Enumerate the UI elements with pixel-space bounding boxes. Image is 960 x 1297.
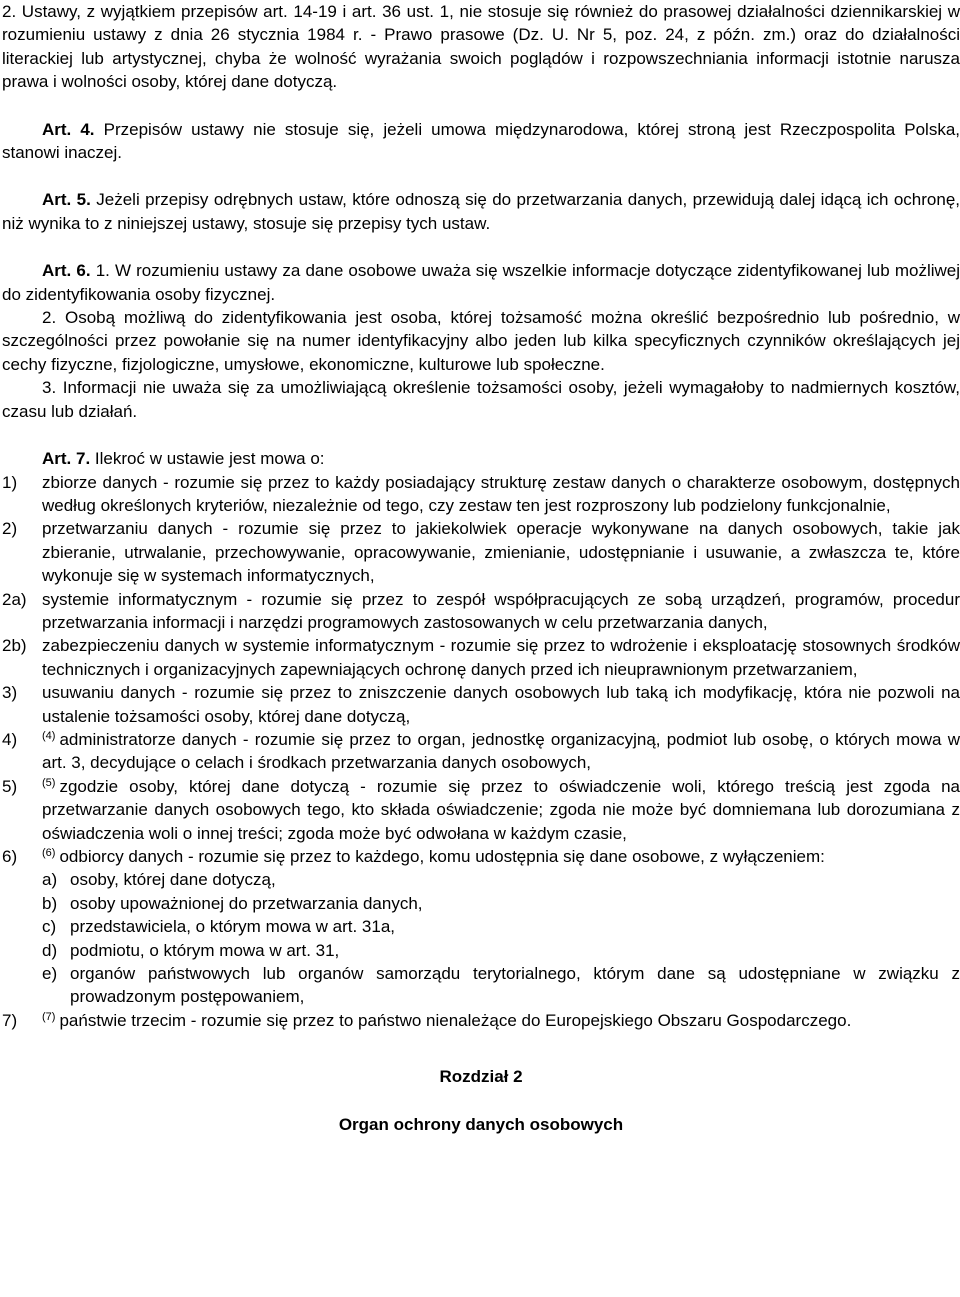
- list-item-number: 6): [2, 847, 18, 866]
- article-5-label: Art. 5.: [42, 190, 91, 210]
- list-item-body: zgodzie osoby, której dane dotyczą - rozumie się przez to oświadczenie woli, którego treścią jest zgoda na przetwarzanie danych osobowych tego, kto składa oświadczenie; zgoda nie może być domniemana lub dorozumiana z oświadczenia woli o innej treści; zgoda może być odwołana w każdym czasie,: [42, 776, 960, 843]
- footnote-marker: (7): [42, 1010, 56, 1023]
- list-item-number: 5): [2, 776, 18, 796]
- chapter-number: Rozdział 2: [439, 1067, 523, 1087]
- list-item-text: systemie informatycznym - rozumie się przez to zespół współpracujących ze sobą urządzeń, programów, procedur przetwarzania informacji i narzędzi programowych zastosowanych w celu przetwarzania danych,: [42, 589, 960, 632]
- list-item: [2, 775, 960, 845]
- list-item: [2, 471, 960, 518]
- list-item: [2, 517, 960, 587]
- article-4: [2, 118, 960, 165]
- list-item-text: [42, 775, 960, 845]
- sub-list-item: [42, 939, 960, 962]
- list-item-body: administratorze danych - rozumie się przez to organ, jednostkę organizacyjną, podmiot lub osobę, o których mowa w art. 3, decydujące o celach i środkach przetwarzania danych osobowych,: [42, 729, 960, 773]
- list-item-body: państwie trzecim - rozumie się przez to państwo nienależące do Europejskiego Obszaru Gospodarczego.: [59, 1010, 852, 1030]
- list-item-number: 3): [2, 683, 18, 703]
- article-4-text: Przepisów ustawy nie stosuje się, jeżeli umowa międzynarodowa, której stroną jest Rzeczpospolita Polska, stanowi inaczej.: [2, 119, 960, 163]
- sub-list-item: [42, 915, 960, 938]
- list-item-text: [42, 845, 960, 868]
- list-item-body: odbiorcy danych - rozumie się przez to każdego, komu udostępnia się dane osobowe, z wyłączeniem:: [59, 847, 825, 866]
- sub-list-item-text: organów państwowych lub organów samorządu terytorialnego, którym dane są udostępniane w związku z prowadzonym postępowaniem,: [70, 964, 960, 1007]
- sub-list-item-text: przedstawiciela, o którym mowa w art. 31a,: [70, 917, 396, 937]
- list-item-text: zbiorze danych - rozumie się przez to każdy posiadający strukturę zestaw danych o charakterze osobowym, dostępnych według określonych kryteriów, niezależnie od tego, czy zestaw ten jest rozproszony lub podzielony funkcjonalnie,: [42, 472, 960, 515]
- article-6-paragraph-3: 3. Informacji nie uważa się za umożliwiającą określenie tożsamości osoby, jeżeli wymagałoby to nadmiernych kosztów, czasu lub działań.: [2, 378, 960, 421]
- article-7-label: Art. 7.: [42, 449, 91, 469]
- list-item-number: 1): [2, 472, 18, 492]
- article-6-p1-text: 1. W rozumieniu ustawy za dane osobowe uważa się wszelkie informacje dotyczące zidentyfikowanej lub możliwej do zidentyfikowania osoby fizycznej.: [2, 261, 960, 304]
- list-item-number: 2): [2, 519, 18, 539]
- list-item-text: usuwaniu danych - rozumie się przez to zniszczenie danych osobowych lub taką ich modyfikację, która nie pozwoli na ustalenie tożsamości osoby, której dane dotyczą,: [42, 683, 960, 726]
- sub-list-item-letter: c): [42, 917, 57, 937]
- footnote-marker: (4): [42, 729, 56, 742]
- sub-list-item: [42, 962, 960, 1009]
- list-item-number: 2a): [2, 589, 27, 609]
- sub-list-item: [42, 868, 960, 891]
- article-4-label: Art. 4.: [42, 119, 95, 139]
- list-item-number: 7): [2, 1010, 18, 1030]
- list-item: [2, 1009, 960, 1032]
- sub-list-item-letter: d): [42, 940, 58, 960]
- list-item-number: 2b): [2, 636, 27, 656]
- list-item: [2, 681, 960, 728]
- chapter-title: Organ ochrony danych osobowych: [338, 1114, 624, 1134]
- article-5-text: Jeżeli przepisy odrębnych ustaw, które odnoszą się do przetwarzania danych, przewidują dalej idącą ich ochronę, niż wynika to z niniejszej ustawy, stosuje się przepisy tych ustaw.: [2, 190, 960, 233]
- list-item: [2, 588, 960, 635]
- article-5: [2, 188, 960, 235]
- sub-list-item-text: osoby, której dane dotyczą,: [70, 870, 276, 890]
- sub-list-item: [42, 892, 960, 915]
- paragraph-art3-2: 2. Ustawy, z wyjątkiem przepisów art. 14-19 i art. 36 ust. 1, nie stosuje się również do prasowej działalności dziennikarskiej w rozumieniu ustawy z dnia 26 stycznia 1984 r. - Prawo prasowe (Dz. U. Nr 5, poz. 24, z późn. zm.) oraz do działalności literackiej lub artystycznej, chyba że wolność wyrażania swoich poglądów i rozpowszechniania informacji istotnie narusza prawa i wolności osoby, której dane dotyczą.: [2, 2, 960, 92]
- list-item-text: przetwarzaniu danych - rozumie się przez to jakiekolwiek operacje wykonywane na danych osobowych, takie jak zbieranie, utrwalanie, przechowywanie, opracowywanie, zmienianie, udostępnianie i usuwanie, a zwłaszcza te, które wykonuje się w systemach informatycznych,: [42, 519, 960, 586]
- article-6-paragraph-2: 2. Osobą możliwą do zidentyfikowania jest osoba, której tożsamość można określić bezpośrednio lub pośrednio, w szczególności przez powołanie się na numer identyfikacyjny albo jeden lub kilka specyficznych czynników określających jej cechy fizyczne, fizjologiczne, umysłowe, ekonomiczne, kulturowe lub społeczne.: [2, 308, 960, 374]
- sub-list-item-letter: b): [42, 893, 58, 913]
- sub-list-item-letter: e): [42, 964, 58, 984]
- sub-list-item-letter: a): [42, 870, 58, 890]
- list-item-text: [42, 1009, 960, 1032]
- footnote-marker: (6): [42, 847, 56, 859]
- footnote-marker: (5): [42, 776, 56, 789]
- list-item-text: [42, 728, 960, 775]
- article-6-label: Art. 6.: [42, 261, 91, 281]
- list-item-text: zabezpieczeniu danych w systemie informatycznym - rozumie się przez to wdrożenie i eksploatację stosownych środków technicznych i organizacyjnych zapewniających ochronę danych przed ich nieuprawnionym przetwarzaniem,: [42, 636, 960, 679]
- article-7-intro: [2, 447, 960, 470]
- article-6-paragraph-1: [2, 259, 960, 306]
- sub-list-item-text: osoby upoważnionej do przetwarzania danych,: [70, 893, 423, 913]
- list-item: [2, 845, 960, 868]
- list-item-number: 4): [2, 729, 18, 749]
- list-item: [2, 728, 960, 775]
- list-item: [2, 634, 960, 681]
- article-7-intro-text: Ilekroć w ustawie jest mowa o:: [90, 449, 325, 469]
- sub-list-item-text: podmiotu, o którym mowa w art. 31,: [70, 940, 340, 960]
